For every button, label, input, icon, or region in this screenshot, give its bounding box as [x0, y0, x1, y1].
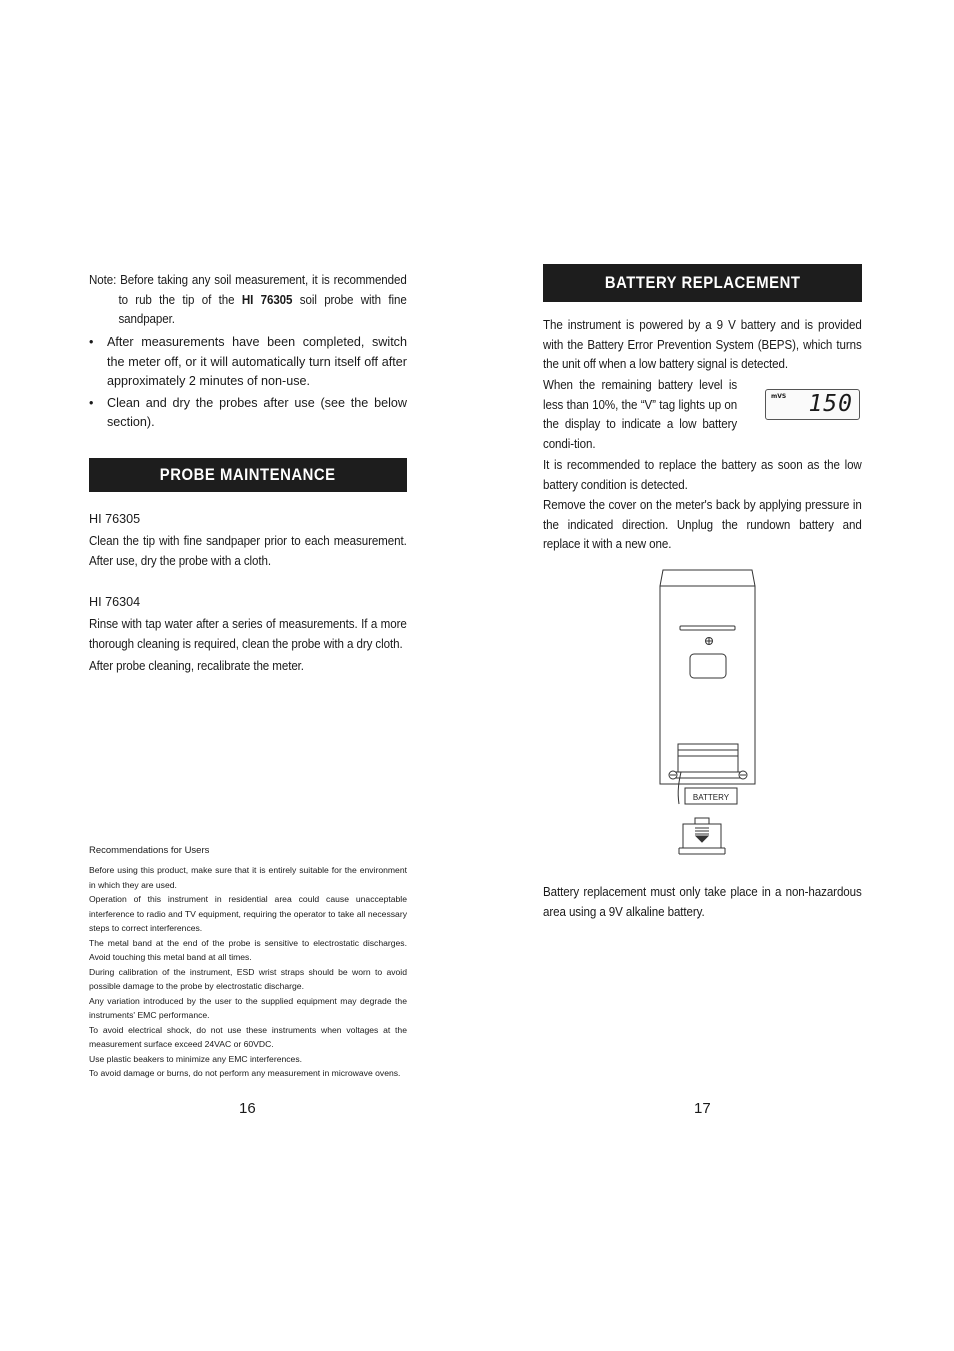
- probe-maintenance-heading: PROBE MAINTENANCE: [89, 458, 407, 492]
- bullet-icon: •: [89, 395, 94, 410]
- replace-recommendation-text: It is recommended to replace the battery as soon as the low battery condition is detected.: [543, 458, 862, 492]
- recommendation-line: To avoid damage or burns, do not perform any measurement in microwave ovens.: [89, 1068, 401, 1078]
- battery-replacement-heading: BATTERY REPLACEMENT: [543, 264, 862, 302]
- recommendation-line: During calibration of the instrument, ESD wrist straps should be worn to avoid possible damage to the probe by electrostatic discharge.: [89, 966, 407, 991]
- meter-back-diagram: [653, 566, 763, 862]
- recommendation-line: Operation of this instrument in residential area could cause unacceptable interference to radio and TV equipment, requiring the operator to take all necessary steps to correct interferences.: [89, 894, 407, 933]
- probe-76304-title: HI 76304: [89, 595, 141, 609]
- usage-bullet-list: [89, 333, 407, 433]
- note-paragraph: Note: Before taking any soil measurement, it is recommended to rub the tip of the HI 76305 soil probe with fine sandpaper.: [89, 273, 407, 326]
- recommendations-title: Recommendations for Users: [89, 845, 210, 856]
- list-item: • Clean and dry the probes after use (see the below section).: [89, 395, 407, 429]
- page-number-17: 17: [694, 1100, 711, 1117]
- battery-intro-text: The instrument is powered by a 9 V battery and is provided with the Battery Error Prevention System (BEPS), which turns the unit off when a low battery signal is detected.: [543, 318, 862, 371]
- low-battery-text: When the remaining battery level is less than 10%, the “V” tag lights up on the display to indicate a low battery condi-tion.: [543, 378, 738, 451]
- page-number-16: 16: [239, 1100, 256, 1117]
- recommendation-line: The metal band at the end of the probe is sensitive to electrostatic discharges. Avoid touching this metal band at all times.: [89, 937, 407, 962]
- bullet-icon: •: [89, 335, 94, 349]
- recommendations-text: [89, 863, 407, 1081]
- lcd-tag: mVS: [771, 393, 787, 400]
- probe-76304-text: Rinse with tap water after a series of measurements. If a more thorough cleaning is required, clean the probe with a dry cloth.: [89, 617, 407, 651]
- list-item: • After measurements have been completed, switch the meter off, or it will automatically turn itself off after approximately 2 minutes of non-use.: [89, 335, 407, 388]
- recommendation-line: Before using this product, make sure that it is entirely suitable for the environment in which they are used.: [89, 865, 407, 890]
- safety-text: Battery replacement must only take place in a non-hazardous area using a 9V alkaline battery.: [543, 885, 862, 919]
- lcd-display-image: [765, 389, 860, 420]
- remove-cover-text: Remove the cover on the meter's back by applying pressure in the indicated direction. Unplug the rundown battery and replace it with a new one.: [543, 498, 862, 551]
- probe-76305-text: Clean the tip with fine sandpaper prior to each measurement. After use, dry the probe with a cloth.: [89, 534, 407, 568]
- recommendation-line: To avoid electrical shock, do not use these instruments when voltages at the measurement surface exceed 24VAC or 60VDC.: [89, 1024, 407, 1049]
- lcd-value: 150: [808, 391, 853, 417]
- battery-label: BATTERY: [692, 793, 730, 802]
- recommendation-line: Use plastic beakers to minimize any EMC interferences.: [89, 1053, 303, 1064]
- recalibrate-text: After probe cleaning, recalibrate the meter.: [89, 659, 304, 673]
- probe-76305-title: HI 76305: [89, 512, 141, 526]
- recommendation-line: Any variation introduced by the user to the supplied equipment may degrade the instruments' EMC performance.: [89, 995, 407, 1020]
- note-label: Note: [89, 273, 114, 287]
